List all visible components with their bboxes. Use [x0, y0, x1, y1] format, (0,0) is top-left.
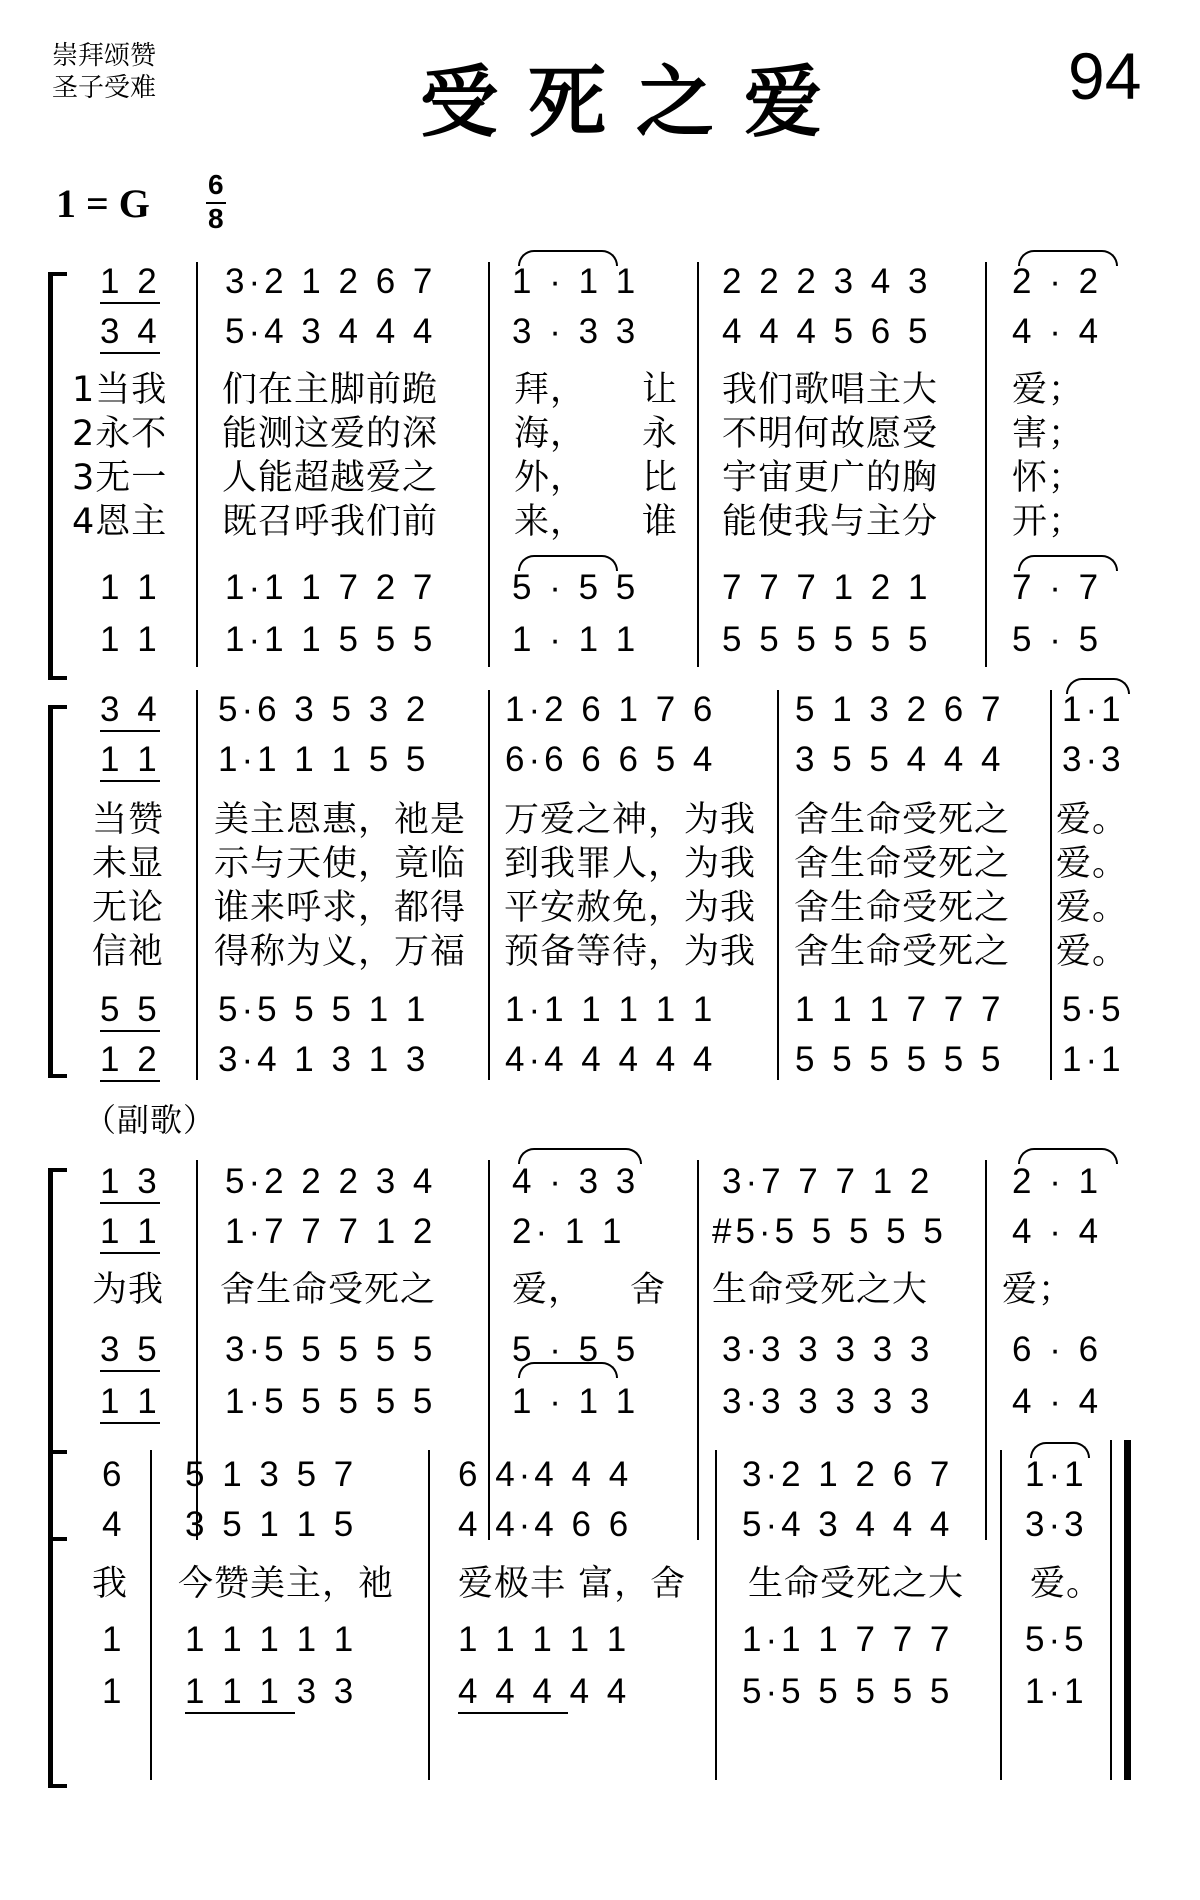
category-label-2: 圣子受难 [52, 73, 157, 103]
barline [150, 1450, 152, 1780]
bass-measure: 4·4 4 4 4 4 [505, 1040, 717, 1079]
alto-measure: 1·7 7 7 1 2 [225, 1212, 437, 1251]
barline [715, 1450, 717, 1780]
soprano-measure: 2 2 2 3 4 3 [722, 262, 932, 301]
soprano-measure: 1 3 [100, 1162, 161, 1201]
final-lyric-line: 我 今赞美主，祂 爱极丰 富，舍 生命受死之大 爱。 [92, 1564, 1103, 1604]
chorus-lyric-line-1: 为我 舍生命受死之 爱， 舍 生命受死之大 爱； [92, 1270, 1075, 1310]
tie-arc [518, 1148, 642, 1164]
soprano-measure: 6 4·4 4 4 [458, 1455, 633, 1494]
soprano-measure: 5·2 2 2 3 4 [225, 1162, 437, 1201]
key-signature: 1 = G [56, 181, 150, 226]
bass-measure: 1·5 5 5 5 5 [225, 1382, 437, 1421]
tie-arc [1018, 1148, 1118, 1164]
alto-measure: 6·6 6 6 5 4 [505, 740, 717, 779]
beam-line [458, 1712, 568, 1714]
bass-measure: 3·4 1 3 1 3 [218, 1040, 430, 1079]
alto-measure: 4 [102, 1505, 126, 1544]
tenor-measure: 1 1 [100, 568, 161, 607]
tie-arc [1030, 1442, 1090, 1458]
barline [697, 1160, 699, 1540]
tenor-measure: 1·1 1 1 1 1 [505, 990, 717, 1029]
alto-measure: 5·4 3 4 4 4 [742, 1505, 954, 1544]
barline [985, 1160, 987, 1540]
alto-measure: 2· 1 1 [512, 1212, 626, 1251]
time-signature-bottom: 8 [208, 203, 224, 234]
tenor-measure: 5 · 5 5 [512, 1330, 640, 1369]
tie-arc [518, 250, 618, 266]
bass-measure: 3·3 3 3 3 3 [722, 1382, 934, 1421]
bass-measure: 1 1 [100, 1382, 161, 1421]
tenor-measure: 1 [102, 1620, 126, 1659]
tenor-measure: 5·5 5 5 1 1 [218, 990, 430, 1029]
tenor-measure: 1 1 1 1 1 [185, 1620, 358, 1659]
soprano-measure: 2 · 2 [1012, 262, 1103, 301]
bass-measure: 1 1 1 3 3 [185, 1672, 358, 1711]
bass-measure: 1 [102, 1672, 126, 1711]
bass-measure: 1 · 1 1 [512, 620, 640, 659]
tenor-measure: 5 · 5 5 [512, 568, 640, 607]
alto-measure: 5·4 3 4 4 4 [225, 312, 437, 351]
soprano-measure: 3·2 1 2 6 7 [225, 262, 437, 301]
beam-line [100, 780, 160, 782]
time-signature-top: 6 [208, 169, 224, 200]
tie-arc [1018, 555, 1118, 571]
alto-measure: 4 4 4 5 6 5 [722, 312, 932, 351]
bass-measure: 5 5 5 5 5 5 [795, 1040, 1005, 1079]
soprano-measure: 6 [102, 1455, 126, 1494]
beam-line [100, 1080, 160, 1082]
alto-measure: 1 1 [100, 740, 161, 779]
soprano-measure: 1·1 [1025, 1455, 1088, 1494]
soprano-measure: 1 2 [100, 262, 161, 301]
alto-measure: 3 5 1 1 5 [185, 1505, 358, 1544]
tenor-measure: 5 5 [100, 990, 161, 1029]
tenor-measure: 1 1 1 1 1 [458, 1620, 631, 1659]
bass-measure: 1 2 [100, 1040, 161, 1079]
alto-measure: 3·3 [1025, 1505, 1088, 1544]
alto-measure: #5·5 5 5 5 5 [712, 1212, 947, 1251]
tie-arc [518, 1362, 618, 1378]
soprano-measure: 5 1 3 5 7 [185, 1455, 358, 1494]
final-barline-thick [1124, 1440, 1131, 1780]
tenor-measure: 7 7 7 1 2 1 [722, 568, 932, 607]
tie-arc [1066, 678, 1130, 694]
tenor-measure: 3·5 5 5 5 5 [225, 1330, 437, 1369]
category-label-1: 崇拜颂赞 [52, 41, 157, 71]
tenor-measure: 3·3 3 3 3 3 [722, 1330, 934, 1369]
bass-measure: 5 5 5 5 5 5 [722, 620, 932, 659]
beam-line [100, 1422, 160, 1424]
lyric-line-1-verse-1: 1当我 们在主脚前跪 拜， 让 我们歌唱主大 爱； [72, 370, 1085, 410]
alto-measure: 4 · 4 [1012, 312, 1103, 351]
tenor-measure: 1·1 1 7 7 7 [742, 1620, 954, 1659]
tenor-measure: 6 · 6 [1012, 1330, 1103, 1369]
lyric-line-2-verse-2: 未显 示与天使，竟临 到我罪人，为我 舍生命受死之 爱。 [92, 844, 1129, 884]
barline [428, 1450, 430, 1780]
system-bracket [48, 705, 67, 1078]
tenor-measure: 5·5 [1025, 1620, 1088, 1659]
beam-line [100, 302, 160, 304]
tenor-measure: 3 5 [100, 1330, 161, 1369]
beam-line [185, 1712, 295, 1714]
bass-measure: 1 · 1 1 [512, 1382, 640, 1421]
beam-line [100, 1252, 160, 1254]
tenor-measure: 7 · 7 [1012, 568, 1103, 607]
alto-measure: 3 5 5 4 4 4 [795, 740, 1005, 779]
bass-measure: 5 · 5 [1012, 620, 1103, 659]
soprano-measure: 3·7 7 7 1 2 [722, 1162, 934, 1201]
bass-measure: 1·1 [1025, 1672, 1088, 1711]
alto-measure: 1·1 1 1 5 5 [218, 740, 430, 779]
soprano-measure: 5·6 3 5 3 2 [218, 690, 430, 729]
soprano-measure: 5 1 3 2 6 7 [795, 690, 1005, 729]
final-barline-thin [1110, 1440, 1112, 1780]
lyric-line-1-verse-2: 2永不 能测这爱的深 海， 永 不明何故愿受 害； [72, 414, 1085, 454]
beam-line [100, 1370, 160, 1372]
soprano-measure: 3·2 1 2 6 7 [742, 1455, 954, 1494]
tenor-measure: 5·5 [1062, 990, 1125, 1029]
bass-measure: 4 4 4 4 4 [458, 1672, 631, 1711]
alto-measure: 4 4·4 6 6 [458, 1505, 633, 1544]
soprano-measure: 1 · 1 1 [512, 262, 640, 301]
beam-line [100, 1202, 160, 1204]
lyric-line-2-verse-4: 信祂 得称为义，万福 预备等待，为我 舍生命受死之 爱。 [92, 932, 1129, 972]
alto-measure: 3·3 [1062, 740, 1125, 779]
bass-measure: 1·1 [1062, 1040, 1125, 1079]
beam-line [100, 352, 160, 354]
soprano-measure: 4 · 3 3 [512, 1162, 640, 1201]
hymn-title: 受死之爱 [420, 57, 853, 148]
tie-arc [518, 555, 618, 571]
hymn-number: 94 [1068, 39, 1142, 113]
soprano-measure: 1·2 6 1 7 6 [505, 690, 717, 729]
beam-line [100, 1030, 160, 1032]
bass-measure: 4 · 4 [1012, 1382, 1103, 1421]
alto-measure: 3 4 [100, 312, 161, 351]
bass-measure: 1 1 [100, 620, 161, 659]
tie-arc [1018, 250, 1118, 266]
bass-measure: 5·5 5 5 5 5 [742, 1672, 954, 1711]
tenor-measure: 1·1 1 7 2 7 [225, 568, 437, 607]
alto-measure: 1 1 [100, 1212, 161, 1251]
soprano-measure: 3 4 [100, 690, 161, 729]
lyric-line-2-verse-1: 当赞 美主恩惠，祂是 万爱之神，为我 舍生命受死之 爱。 [92, 800, 1129, 840]
system-bracket [48, 1450, 67, 1788]
beam-line [100, 730, 160, 732]
system-bracket [48, 272, 67, 680]
chorus-label: （副歌） [84, 1101, 217, 1139]
alto-measure: 3 · 3 3 [512, 312, 640, 351]
lyric-line-1-verse-4: 4恩主 既召呼我们前 来， 谁 能使我与主分 开； [72, 502, 1085, 542]
bass-measure: 1·1 1 5 5 5 [225, 620, 437, 659]
tenor-measure: 1 1 1 7 7 7 [795, 990, 1005, 1029]
lyric-line-2-verse-3: 无论 谁来呼求，都得 平安赦免，为我 舍生命受死之 爱。 [92, 888, 1129, 928]
alto-measure: 4 · 4 [1012, 1212, 1103, 1251]
soprano-measure: 2 · 1 [1012, 1162, 1103, 1201]
soprano-measure: 1·1 [1062, 690, 1125, 729]
lyric-line-1-verse-3: 3无一 人能超越爱之 外， 比 宇宙更广的胸 怀； [72, 458, 1085, 498]
barline [1000, 1450, 1002, 1780]
